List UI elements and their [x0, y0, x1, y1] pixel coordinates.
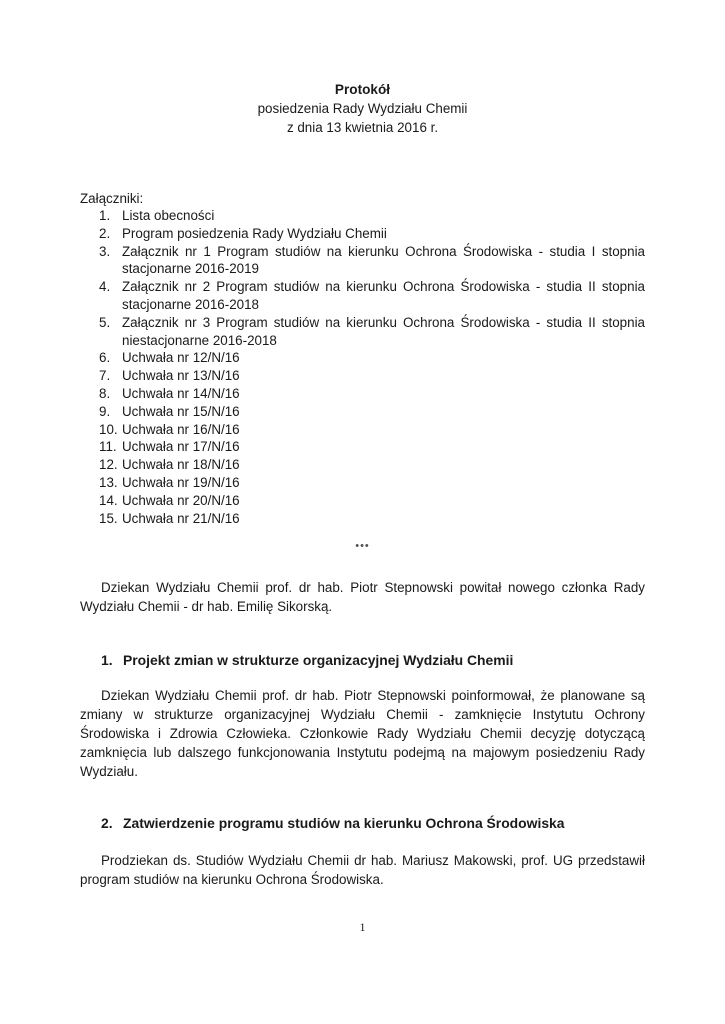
section-separator: ••• [355, 540, 370, 552]
list-item-text: Uchwała nr 21/N/16 [122, 510, 240, 526]
list-item [80, 492, 645, 510]
document-header [0, 80, 725, 137]
document-date: z dnia 13 kwietnia 2016 r. [286, 120, 439, 135]
attachments-label: Załączniki: [80, 191, 144, 206]
list-item [80, 367, 645, 385]
list-item-number: 7. [99, 368, 111, 384]
list-item-text: Uchwała nr 12/N/16 [122, 350, 240, 366]
list-item-text: Uchwała nr 18/N/16 [122, 457, 240, 473]
section-heading-1 [101, 652, 513, 668]
list-item [80, 474, 645, 492]
document-title: Protokół [334, 82, 391, 97]
list-item-text: Załącznik nr 1 Program studiów na kierunku Ochrona Środowiska - studia I stopnia stacjonarne 2016-2019 [122, 243, 645, 277]
section-2-paragraph [80, 851, 645, 889]
section-2-text: Prodziekan ds. Studiów Wydziału Chemii dr hab. Mariusz Makowski, prof. UG przedstawił program studiów na kierunku Ochrona Środowiska. [80, 853, 645, 887]
section-1-text: Dziekan Wydziału Chemii prof. dr hab. Piotr Stepnowski poinformował, że planowane są zmiany w strukturze organizacyjnej Wydziału Chemii - zamknięcie Instytutu Ochrony Środowiska i Zdrowia Człowieka. Członkowie Rady Wydziału Chemii decyzję dotyczącą zamknięcia lub dalszego funkcjonowania Instytutu podejmą na majowym posiedzeniu Rady Wydziału. [80, 688, 645, 779]
list-item [80, 278, 645, 314]
list-item-text: Uchwała nr 16/N/16 [122, 421, 240, 437]
list-item [80, 349, 645, 367]
section-number: 1. [101, 652, 113, 668]
list-item [80, 207, 645, 225]
list-item-text: Uchwała nr 14/N/16 [122, 385, 240, 401]
section-1-paragraph [80, 686, 645, 781]
list-item-number: 14. [99, 492, 118, 508]
intro-paragraph-text: Dziekan Wydziału Chemii prof. dr hab. Piotr Stepnowski powitał nowego członka Rady Wydziału Chemii - dr hab. Emilię Sikorską. [80, 580, 645, 614]
list-item-number: 5. [99, 314, 111, 330]
list-item-number: 8. [99, 385, 111, 401]
list-item [80, 385, 645, 403]
list-item-number: 12. [99, 457, 118, 473]
list-item-text: Uchwała nr 20/N/16 [122, 492, 240, 508]
list-item-text: Uchwała nr 19/N/16 [122, 474, 240, 490]
list-item-text: Program posiedzenia Rady Wydziału Chemii [122, 225, 387, 241]
intro-paragraph [80, 578, 645, 616]
list-item [80, 510, 645, 528]
document-subtitle: posiedzenia Rady Wydziału Chemii [257, 101, 468, 116]
list-item-number: 1. [99, 208, 111, 223]
list-item-number: 9. [99, 403, 111, 419]
section-number: 2. [101, 815, 113, 831]
list-item-number: 15. [99, 510, 118, 526]
list-item-text: Uchwała nr 15/N/16 [122, 403, 240, 419]
list-item-text: Uchwała nr 17/N/16 [122, 439, 240, 455]
list-item-number: 3. [99, 243, 111, 259]
section-title: Zatwierdzenie programu studiów na kierunku Ochrona Środowiska [123, 815, 565, 831]
list-item-text: Uchwała nr 13/N/16 [122, 368, 240, 384]
list-item [80, 403, 645, 421]
list-item-number: 4. [99, 279, 111, 295]
list-item [80, 438, 645, 456]
list-item-number: 13. [99, 474, 118, 490]
section-heading-2 [101, 815, 565, 831]
list-item [80, 456, 645, 474]
list-item-number: 6. [99, 350, 111, 366]
list-item-text: Lista obecności [122, 208, 215, 223]
list-item [80, 243, 645, 279]
list-item-number: 11. [99, 439, 117, 455]
list-item [80, 421, 645, 439]
list-item [80, 314, 645, 350]
list-item [80, 225, 645, 243]
section-title: Projekt zmian w strukturze organizacyjnej Wydziału Chemii [123, 652, 514, 668]
list-item-number: 10. [99, 421, 118, 437]
attachments-list [80, 207, 645, 527]
list-item-number: 2. [99, 225, 111, 241]
page-number: 1 [359, 920, 366, 934]
list-item-text: Załącznik nr 2 Program studiów na kierunku Ochrona Środowiska - studia II stopnia stacjonarne 2016-2018 [122, 279, 645, 312]
list-item-text: Załącznik nr 3 Program studiów na kierunku Ochrona Środowiska - studia II stopnia niestacjonarne 2016-2018 [122, 314, 645, 348]
